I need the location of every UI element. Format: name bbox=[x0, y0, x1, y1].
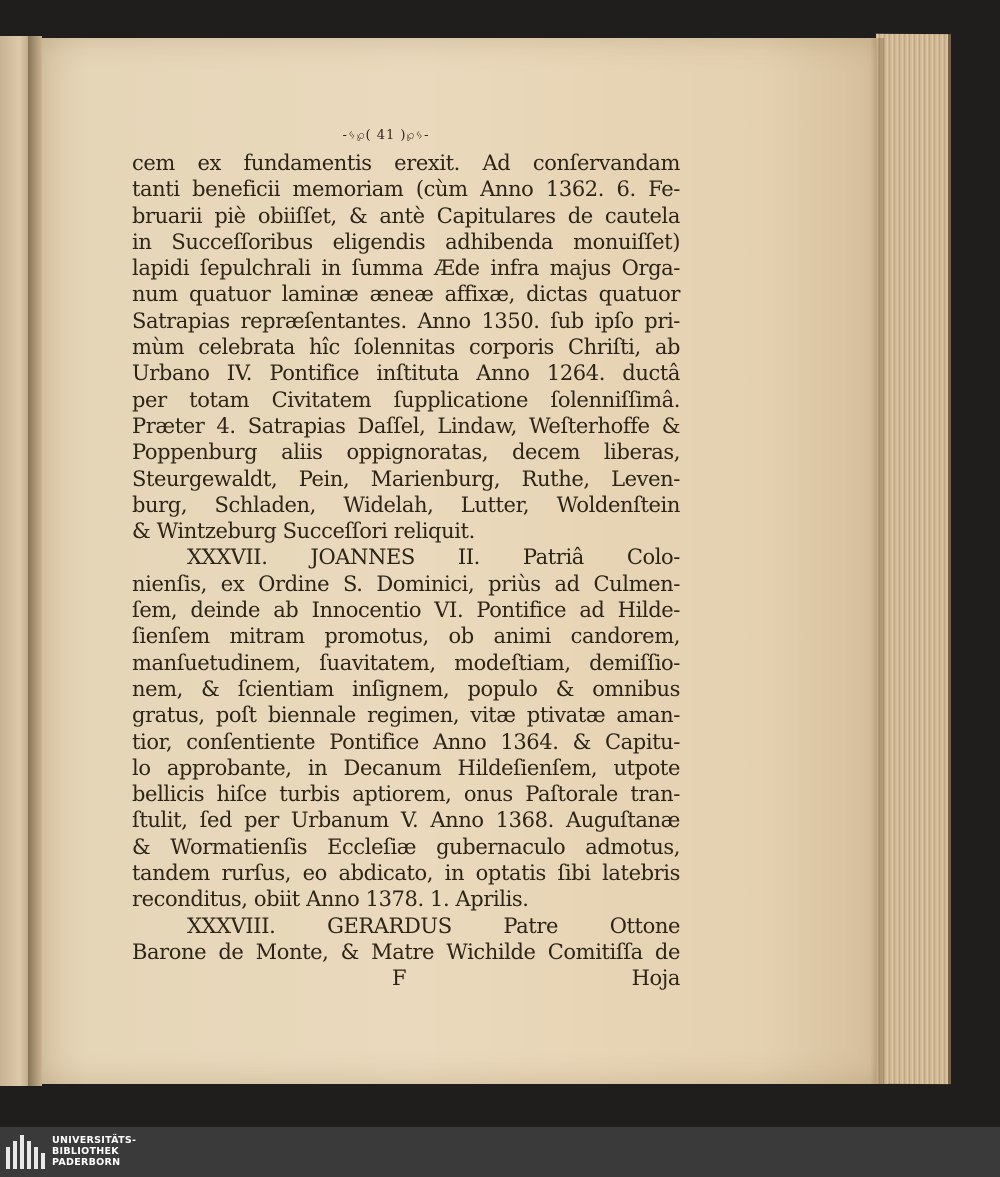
section-heading-line: XXXVIII. GERARDUS Patre Ottone bbox=[187, 913, 680, 938]
text-line: cem ex fundamentis erexit. Ad conſervandam bbox=[132, 151, 680, 175]
text-line: manſuetudinem, ſuavitatem, modeſtiam, demiſſio- bbox=[132, 650, 680, 675]
text-line: Præter 4. Satrapias Daſſel, Lindaw, Weſterhoffe & bbox=[132, 413, 680, 438]
library-name-line: BIBLIOTHEK bbox=[52, 1146, 119, 1157]
section-heading-line: XXXVII. JOANNES II. Patriâ Colo- bbox=[187, 545, 680, 570]
library-name-line: PADERBORN bbox=[52, 1157, 121, 1168]
page-footer-line bbox=[132, 965, 680, 991]
text-line: per totam Civitatem ſupplicatione ſolenniſſimâ. bbox=[132, 387, 680, 412]
text-line: Poppenburg aliis oppignoratas, decem liberas, bbox=[132, 440, 680, 465]
text-line: reconditus, obiit Anno 1378. 1. Aprilis. bbox=[132, 887, 529, 912]
text-line: ſtulit, ſed per Urbanum V. Anno 1368. Auguſtanæ bbox=[132, 808, 680, 833]
text-line: gratus, poſt biennale regimen, vitæ ptivatæ aman- bbox=[132, 703, 680, 728]
page-text bbox=[132, 122, 680, 992]
library-footer-bar bbox=[0, 1127, 1000, 1177]
library-logo-icon bbox=[6, 1135, 46, 1169]
text-line: Urbano IV. Pontifice inſtituta Anno 1264. ductâ bbox=[132, 361, 680, 386]
signature-mark: F bbox=[392, 966, 407, 991]
text-line: mùm celebrata hîc ſolennitas corporis Chriſti, ab bbox=[132, 335, 680, 360]
text-line: & Wintzeburg Succeſſori reliquit. bbox=[132, 519, 475, 544]
text-line: num quatuor laminæ æneæ affixæ, dictas quatuor bbox=[132, 282, 680, 307]
text-line: Barone de Monte, & Matre Wichilde Comitiſſa de bbox=[132, 939, 680, 964]
text-line: burg, Schladen, Widelah, Lutter, Woldenſtein bbox=[132, 492, 680, 517]
book-gutter bbox=[28, 36, 42, 1086]
text-line: lo approbante, in Decanum Hildeſienſem, utpote bbox=[132, 755, 680, 780]
text-line: Steurgewaldt, Pein, Marienburg, Ruthe, Leven- bbox=[132, 466, 680, 491]
text-line: bruarii piè obiiſſet, & antè Capitulares de cautela bbox=[132, 203, 680, 228]
text-line: bellicis hiſce turbis aptiorem, onus Paſtorale tran- bbox=[132, 782, 680, 807]
text-line: nem, & ſcientiam inſignem, populo & omnibus bbox=[132, 676, 680, 701]
text-line: tanti beneficii memoriam (cùm Anno 1362. 6. Fe- bbox=[132, 177, 680, 202]
text-line: tandem rurſus, eo abdicato, in optatis ſibi latebris bbox=[132, 861, 680, 886]
library-name-line: UNIVERSITÄTS- bbox=[52, 1135, 137, 1146]
text-line: in Succeſſoribus eligendis adhibenda monuiſſet) bbox=[132, 229, 680, 254]
text-line: nienſis, ex Ordine S. Dominici, priùs ad Culmen- bbox=[132, 571, 680, 596]
catchword: Hoja bbox=[631, 966, 680, 991]
page-edge-shadow bbox=[870, 38, 884, 1084]
text-line: lapidi ſepulchrali in ſumma Æde infra majus Orga- bbox=[132, 256, 680, 281]
page-header-ornament: -ᛃ℘( 41 )℘ᛃ- bbox=[342, 128, 430, 143]
text-line: Satrapias repræſentantes. Anno 1350. ſub ipſo pri- bbox=[132, 308, 680, 333]
library-name bbox=[52, 1135, 136, 1168]
text-line: & Wormatienſis Eccleſiæ gubernaculo admotus, bbox=[132, 834, 680, 859]
text-line: ſem, deinde ab Innocentio VI. Pontifice ad Hilde- bbox=[132, 598, 680, 623]
text-line: ſienſem mitram promotus, ob animi candorem, bbox=[132, 624, 680, 649]
page-edges bbox=[876, 34, 951, 1084]
text-line: tior, conſentiente Pontifice Anno 1364. & Capitu- bbox=[132, 729, 680, 754]
